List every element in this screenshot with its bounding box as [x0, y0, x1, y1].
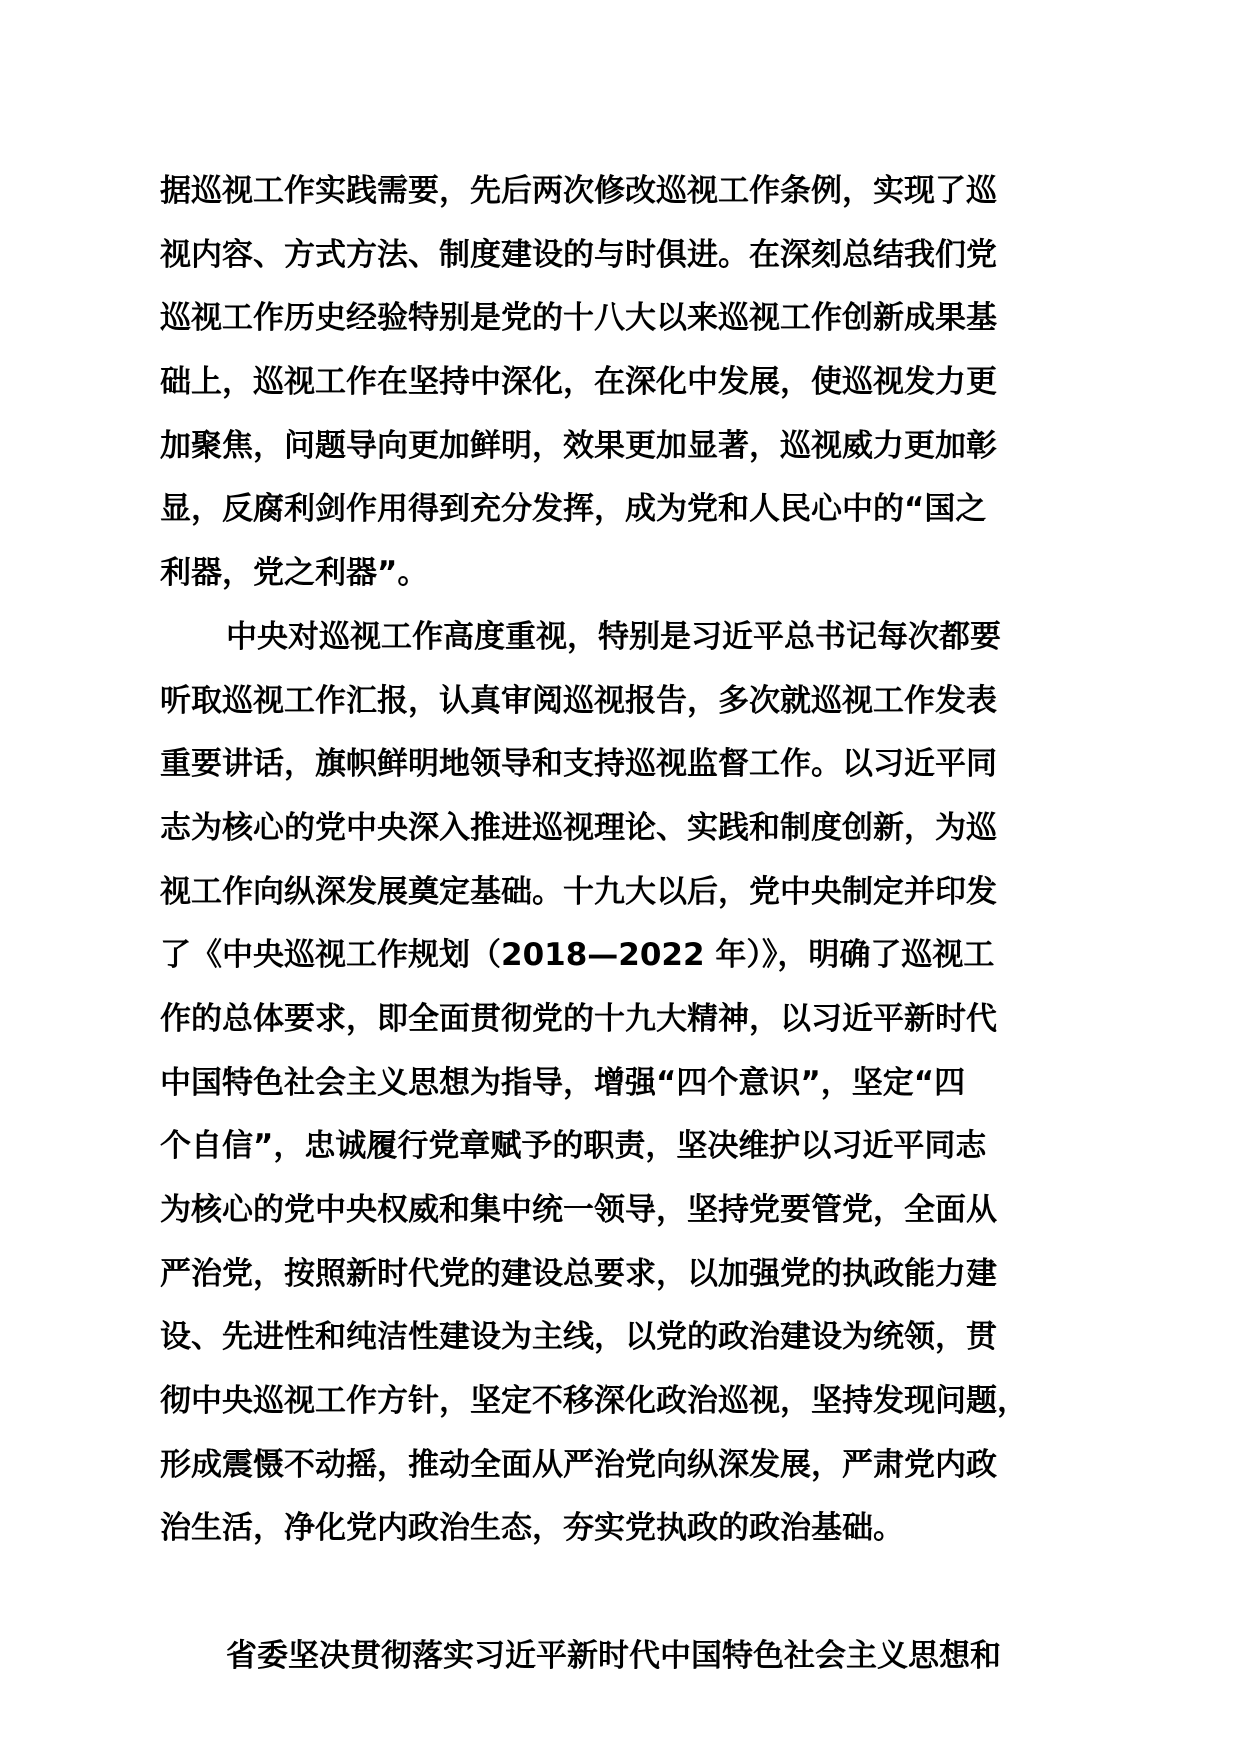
text-line: 视内容、方式方法、制度建设的与时俱进。在深刻总结我们党	[160, 236, 997, 273]
paragraph-1	[160, 160, 1080, 606]
text-line: 中国特色社会主义思想为指导，增强“四个意识”，坚定“四	[160, 1064, 966, 1101]
text-line: 利器，党之利器”。	[160, 555, 429, 592]
text-line: 显，反腐利剑作用得到充分发挥，成为党和人民心中的“国之	[160, 491, 987, 528]
text-line: 志为核心的党中央深入推进巡视理论、实践和制度创新，为巡	[160, 809, 997, 846]
text-line	[160, 1561, 1080, 1625]
text-line: 了《中央巡视工作规划（2018—2022 年）》，明确了巡视工	[160, 937, 995, 974]
paragraph-3	[160, 1625, 1080, 1689]
text-line: 重要讲话，旗帜鲜明地领导和支持巡视监督工作。以习近平同	[160, 746, 997, 783]
text-line: 据巡视工作实践需要，先后两次修改巡视工作条例，实现了巡	[160, 173, 997, 209]
body-text	[160, 160, 1080, 1689]
paragraph-2	[160, 606, 1080, 1625]
text-line: 省委坚决贯彻落实习近平新时代中国特色社会主义思想和	[226, 1637, 1001, 1674]
text-line: 为核心的党中央权威和集中统一领导，坚持党要管党，全面从	[160, 1192, 997, 1228]
text-line: 听取巡视工作汇报，认真审阅巡视报告，多次就巡视工作发表	[160, 682, 997, 719]
text-line: 形成震慑不动摇，推动全面从严治党向纵深发展，严肃党内政	[160, 1446, 997, 1483]
text-line: 加聚焦，问题导向更加鲜明，效果更加显著，巡视威力更加彰	[160, 427, 997, 464]
text-line: 视工作向纵深发展奠定基础。十九大以后，党中央制定并印发	[160, 873, 997, 910]
text-line: 中央对巡视工作高度重视，特别是习近平总书记每次都要	[226, 618, 1001, 655]
text-line: 个自信”，忠诚履行党章赋予的职责，坚决维护以习近平同志	[160, 1128, 987, 1165]
text-line: 作的总体要求，即全面贯彻党的十九大精神，以习近平新时代	[160, 1000, 997, 1037]
text-line: 彻中央巡视工作方针，坚定不移深化政治巡视，坚持发现问题，	[160, 1383, 1028, 1420]
text-line: 严治党，按照新时代党的建设总要求，以加强党的执政能力建	[160, 1255, 997, 1292]
text-line: 治生活，净化党内政治生态，夯实党执政的政治基础。	[160, 1510, 904, 1547]
text-line: 巡视工作历史经验特别是党的十八大以来巡视工作创新成果基	[160, 300, 997, 337]
text-line: 设、先进性和纯洁性建设为主线，以党的政治建设为统领，贯	[160, 1319, 997, 1356]
text-line: 础上，巡视工作在坚持中深化，在深化中发展，使巡视发力更	[160, 364, 997, 401]
